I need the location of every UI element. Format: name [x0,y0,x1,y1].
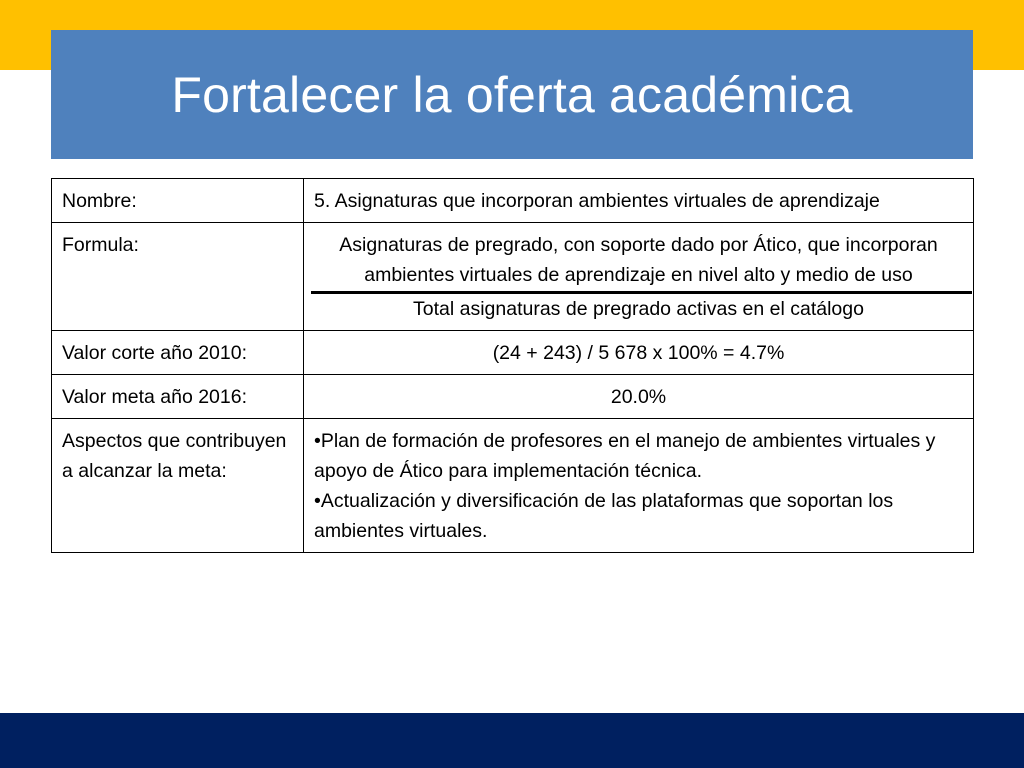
bottom-accent-band [0,713,1024,768]
valor-meta-value: 20.0% [304,375,974,419]
valor-meta-label: Valor meta año 2016: [52,375,304,419]
slide-title-box [51,30,973,159]
table-row-valor-meta [52,375,974,419]
table-row-nombre [52,179,974,223]
table-row-valor-corte [52,331,974,375]
aspectos-label: Aspectos que contribuyen a alcanzar la meta: [52,419,304,553]
formula-numerator: Asignaturas de pregrado, con soporte dado por Ático, que incorporan ambientes virtuales de aprendizaje en nivel alto y medio de uso [339,234,938,286]
indicator-table [51,178,974,553]
slide-title: Fortalecer la oferta académica [171,66,853,123]
table-row-aspectos [52,419,974,553]
valor-corte-label: Valor corte año 2010: [52,331,304,375]
nombre-label: Nombre: [52,179,304,223]
nombre-value: 5. Asignaturas que incorporan ambientes virtuales de aprendizaje [304,179,974,223]
valor-corte-value: (24 + 243) / 5 678 x 100% = 4.7% [304,331,974,375]
formula-value [304,223,974,331]
formula-label: Formula: [52,223,304,331]
table-row-formula [52,223,974,331]
formula-denominator: Total asignaturas de pregrado activas en el catálogo [413,298,864,320]
aspectos-value [304,419,974,553]
aspectos-bullet-1: •Plan de formación de profesores en el manejo de ambientes virtuales y apoyo de Ático para implementación técnica. [314,430,936,482]
aspectos-bullet-2: •Actualización y diversificación de las plataformas que soportan los ambientes virtuales. [314,490,894,542]
